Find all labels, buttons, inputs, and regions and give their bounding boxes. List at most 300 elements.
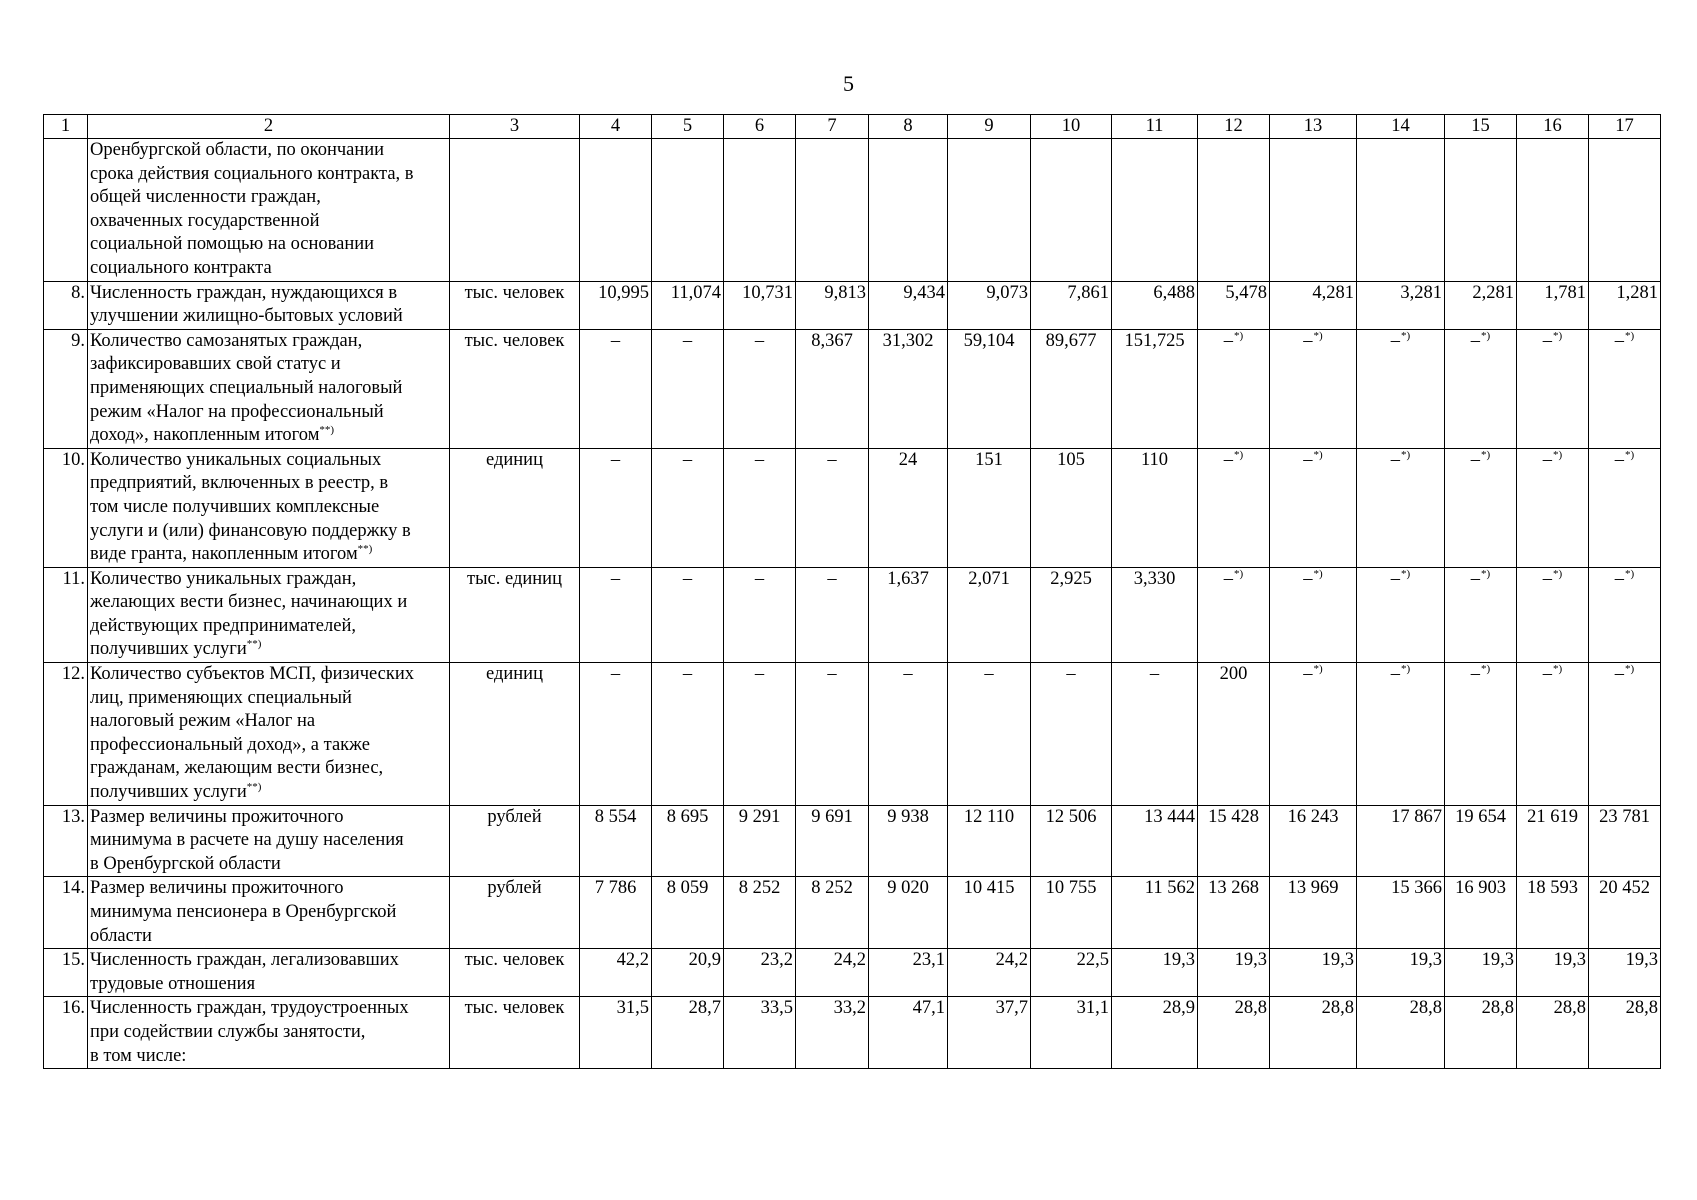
- name-line: [90, 377, 447, 401]
- name-line: [90, 449, 447, 473]
- value-text: 110: [1140, 449, 1169, 470]
- value-text: 19,3: [1162, 950, 1195, 971]
- value-cell: [1589, 139, 1661, 282]
- value-cell: [1589, 877, 1661, 949]
- value-text: –: [754, 568, 765, 589]
- value-text: –: [1390, 568, 1401, 589]
- name-line: общей численности граждан,: [90, 187, 321, 208]
- name-line-text: при содействии службы занятости,: [90, 1021, 366, 1042]
- column-header: 7: [796, 115, 869, 139]
- value-text: 28,8: [1625, 998, 1658, 1019]
- value-cell: [1270, 139, 1357, 282]
- value-footnote-mark: *): [1481, 448, 1491, 461]
- value-cell: [796, 805, 869, 877]
- column-header: 16: [1517, 115, 1589, 139]
- name-line-text: Численность граждан, легализовавших: [90, 950, 399, 971]
- value-cell: [1517, 805, 1589, 877]
- value-text: 19,3: [1481, 950, 1514, 971]
- value-cell: [1031, 139, 1112, 282]
- value-cell: [580, 281, 652, 329]
- value-cell: [948, 805, 1031, 877]
- value-text: –: [1390, 449, 1401, 470]
- value-text: 9,434: [903, 282, 945, 303]
- value-text: –: [1614, 664, 1625, 685]
- value-text: –: [754, 330, 765, 351]
- name-line: охваченных государственной: [90, 210, 320, 231]
- value-text: –: [827, 664, 837, 685]
- column-header: 12: [1198, 115, 1270, 139]
- column-header: 17: [1589, 115, 1661, 139]
- value-text: 1,637: [887, 568, 929, 589]
- value-cell: [1445, 281, 1517, 329]
- value-text: 10,995: [598, 282, 649, 303]
- value-text: 37,7: [995, 998, 1028, 1019]
- value-footnote-mark: *): [1234, 567, 1244, 580]
- value-text: 33,2: [833, 998, 866, 1019]
- name-line-text: том числе получивших комплексные: [90, 496, 380, 517]
- value-cell: [948, 567, 1031, 662]
- value-cell: [1270, 567, 1357, 662]
- value-cell: [1445, 805, 1517, 877]
- name-line: [90, 330, 447, 354]
- value-footnote-mark: *): [1625, 567, 1635, 580]
- value-text: 8 059: [666, 878, 709, 899]
- column-header: 15: [1445, 115, 1517, 139]
- value-cell: [796, 877, 869, 949]
- indicator-name: [88, 877, 450, 949]
- value-cell: [652, 949, 724, 997]
- value-footnote-mark: *): [1481, 663, 1491, 676]
- value-text: 31,5: [616, 998, 649, 1019]
- column-header: 4: [580, 115, 652, 139]
- value-cell: [796, 949, 869, 997]
- value-cell: [1198, 997, 1270, 1069]
- value-text: –: [754, 664, 765, 685]
- column-header: 2: [88, 115, 450, 139]
- value-cell: [580, 949, 652, 997]
- unit-cell: тыс. человек: [450, 329, 580, 448]
- value-cell: [796, 997, 869, 1069]
- value-text: 23,2: [760, 950, 793, 971]
- name-line-text: улучшении жилищно-бытовых условий: [90, 306, 403, 327]
- value-cell: [796, 448, 869, 567]
- value-cell: [1589, 949, 1661, 997]
- row-number: 15.: [44, 949, 88, 997]
- name-line-text: предприятий, включенных в реестр, в: [90, 473, 389, 494]
- value-cell: [724, 663, 796, 806]
- name-line: [90, 305, 447, 329]
- name-line: [90, 520, 447, 544]
- value-cell: [1112, 663, 1198, 806]
- value-text: 24,2: [995, 950, 1028, 971]
- name-line: [90, 997, 447, 1021]
- name-line: [90, 687, 447, 711]
- value-text: 9,073: [986, 282, 1028, 303]
- value-text: –: [1614, 449, 1625, 470]
- value-cell: [1270, 949, 1357, 997]
- value-text: –: [903, 664, 913, 685]
- name-line: [90, 925, 447, 949]
- value-cell: [796, 663, 869, 806]
- column-header: 9: [948, 115, 1031, 139]
- value-cell: [1357, 448, 1445, 567]
- value-text: 8 252: [738, 878, 781, 899]
- value-cell: [948, 949, 1031, 997]
- value-cell: [724, 329, 796, 448]
- value-footnote-mark: *): [1481, 329, 1491, 342]
- value-text: 200: [1219, 664, 1248, 685]
- value-cell: [724, 877, 796, 949]
- value-cell: [869, 139, 948, 282]
- table-row: [44, 329, 1661, 448]
- value-text: 20 452: [1599, 878, 1650, 899]
- footnote-mark: **): [246, 638, 262, 651]
- column-header: 5: [652, 115, 724, 139]
- footnote-mark: **): [246, 781, 262, 794]
- value-text: 9 691: [811, 806, 853, 827]
- value-text: 24,2: [833, 950, 866, 971]
- value-text: –: [1542, 449, 1553, 470]
- value-text: 28,8: [1409, 998, 1442, 1019]
- name-line-text: в Оренбургской области: [90, 853, 281, 874]
- value-text: 89,677: [1045, 330, 1097, 351]
- value-text: –: [984, 664, 994, 685]
- column-header: 8: [869, 115, 948, 139]
- value-cell: [1112, 329, 1198, 448]
- value-text: 31,1: [1076, 998, 1109, 1019]
- value-cell: [1031, 448, 1112, 567]
- value-cell: [1589, 805, 1661, 877]
- value-text: 9,813: [824, 282, 866, 303]
- indicator-name: [88, 448, 450, 567]
- value-cell: [1357, 281, 1445, 329]
- value-text: 23 781: [1599, 806, 1650, 827]
- unit-cell: рублей: [450, 805, 580, 877]
- name-line-text: режим «Налог на профессиональный: [90, 401, 384, 422]
- value-text: 10,731: [742, 282, 793, 303]
- value-footnote-mark: *): [1553, 448, 1563, 461]
- name-line: Оренбургской области, по окончании: [90, 140, 385, 160]
- name-line-text: Количество субъектов МСП, физических: [90, 664, 415, 685]
- value-cell: [1270, 805, 1357, 877]
- indicator-name: [88, 329, 450, 448]
- name-line: [90, 638, 447, 662]
- footnote-mark: **): [319, 424, 335, 437]
- name-line: [90, 781, 447, 805]
- row-number: [44, 139, 88, 282]
- value-cell: [1445, 567, 1517, 662]
- table-row: [44, 281, 1661, 329]
- value-text: 23,1: [912, 950, 945, 971]
- name-line-text: Численность граждан, нуждающихся в: [90, 282, 398, 303]
- value-text: 19,3: [1234, 950, 1267, 971]
- value-footnote-mark: *): [1313, 448, 1323, 461]
- value-cell: [1445, 448, 1517, 567]
- name-line: [90, 901, 447, 925]
- indicator-name: [88, 997, 450, 1069]
- value-text: 2,281: [1472, 282, 1514, 303]
- name-line: [90, 591, 447, 615]
- table-row: [44, 877, 1661, 949]
- value-text: 6,488: [1153, 282, 1195, 303]
- name-line-text: получивших услуги: [90, 782, 247, 803]
- value-cell: [1357, 139, 1445, 282]
- value-text: –: [1066, 664, 1076, 685]
- value-footnote-mark: *): [1625, 663, 1635, 676]
- value-text: 5,478: [1225, 282, 1267, 303]
- value-text: –: [1303, 449, 1313, 470]
- name-line-text: гражданам, желающим вести бизнес,: [90, 758, 384, 779]
- name-line-text: Количество уникальных граждан,: [90, 568, 357, 589]
- value-cell: [1112, 139, 1198, 282]
- name-line: [90, 496, 447, 520]
- column-header: 3: [450, 115, 580, 139]
- row-number: 12.: [44, 663, 88, 806]
- value-cell: [1031, 329, 1112, 448]
- value-cell: [1112, 281, 1198, 329]
- table-row: [44, 663, 1661, 806]
- value-cell: [724, 567, 796, 662]
- value-cell: [1198, 567, 1270, 662]
- column-header: 6: [724, 115, 796, 139]
- name-line-text: доход», накопленным итогом: [90, 425, 320, 446]
- value-text: 19 654: [1455, 806, 1506, 827]
- value-cell: [948, 877, 1031, 949]
- value-cell: [1031, 567, 1112, 662]
- value-text: –: [1614, 330, 1625, 351]
- value-text: –: [610, 330, 621, 351]
- value-cell: [948, 139, 1031, 282]
- value-cell: [652, 997, 724, 1069]
- value-text: 3,281: [1400, 282, 1442, 303]
- value-cell: [580, 567, 652, 662]
- name-line-text: Численность граждан, трудоустроенных: [90, 998, 409, 1019]
- value-cell: [1031, 663, 1112, 806]
- value-text: 10 415: [963, 878, 1015, 899]
- value-text: 19,3: [1553, 950, 1586, 971]
- value-cell: [869, 663, 948, 806]
- value-text: 28,7: [688, 998, 721, 1019]
- value-text: 9 020: [887, 878, 929, 899]
- name-line-text: в том числе:: [90, 1045, 187, 1066]
- value-cell: [652, 329, 724, 448]
- name-line: [90, 615, 447, 639]
- value-text: 47,1: [912, 998, 945, 1019]
- value-cell: [869, 997, 948, 1069]
- value-cell: [796, 281, 869, 329]
- value-text: –: [1303, 330, 1313, 351]
- value-text: –: [610, 568, 621, 589]
- value-text: 12 110: [963, 806, 1015, 827]
- value-footnote-mark: *): [1401, 448, 1411, 461]
- indicator-name: [88, 805, 450, 877]
- value-cell: [1589, 997, 1661, 1069]
- value-text: 28,8: [1553, 998, 1586, 1019]
- value-text: 22,5: [1076, 950, 1109, 971]
- value-footnote-mark: *): [1625, 448, 1635, 461]
- value-cell: [1445, 949, 1517, 997]
- value-text: 4,281: [1312, 282, 1354, 303]
- name-line-text: области: [90, 925, 152, 946]
- value-footnote-mark: *): [1553, 567, 1563, 580]
- indicator-name: [88, 139, 450, 282]
- table-row: [44, 448, 1661, 567]
- value-text: 8 695: [666, 806, 709, 827]
- name-line: [90, 710, 447, 734]
- value-cell: [1031, 997, 1112, 1069]
- column-number-header-row: [44, 115, 1661, 139]
- value-cell: [1357, 997, 1445, 1069]
- name-line: [90, 282, 447, 306]
- value-cell: [1198, 949, 1270, 997]
- name-line: [90, 829, 447, 853]
- value-cell: [1270, 281, 1357, 329]
- value-cell: [869, 448, 948, 567]
- footnote-mark: **): [357, 543, 373, 556]
- value-footnote-mark: *): [1401, 663, 1411, 676]
- value-cell: [1357, 567, 1445, 662]
- table-row: [44, 567, 1661, 662]
- value-cell: [948, 663, 1031, 806]
- row-number: 8.: [44, 281, 88, 329]
- value-text: 151,725: [1124, 330, 1185, 351]
- value-text: –: [1470, 449, 1481, 470]
- value-cell: [869, 567, 948, 662]
- value-cell: [652, 877, 724, 949]
- value-cell: [869, 329, 948, 448]
- value-text: 42,2: [616, 950, 649, 971]
- value-text: –: [610, 664, 621, 685]
- row-number: 10.: [44, 448, 88, 567]
- value-cell: [1445, 329, 1517, 448]
- value-footnote-mark: *): [1313, 567, 1323, 580]
- value-cell: [1445, 663, 1517, 806]
- value-cell: [1112, 997, 1198, 1069]
- value-cell: [724, 805, 796, 877]
- column-header: 1: [44, 115, 88, 139]
- value-text: –: [1223, 330, 1234, 351]
- name-line-text: Количество самозанятых граждан,: [90, 330, 363, 351]
- value-text: 11 562: [1144, 878, 1195, 899]
- column-header: 10: [1031, 115, 1112, 139]
- value-cell: [1445, 139, 1517, 282]
- value-cell: [1357, 949, 1445, 997]
- value-text: 31,302: [882, 330, 934, 351]
- name-line: социального контракта: [90, 257, 272, 278]
- value-cell: [1270, 877, 1357, 949]
- value-text: 20,9: [688, 950, 721, 971]
- value-text: 59,104: [963, 330, 1015, 351]
- value-cell: [1031, 949, 1112, 997]
- value-text: 8 252: [811, 878, 853, 899]
- indicator-name: [88, 567, 450, 662]
- value-footnote-mark: *): [1401, 329, 1411, 342]
- value-cell: [796, 329, 869, 448]
- value-cell: [1198, 448, 1270, 567]
- value-text: 19,3: [1321, 950, 1354, 971]
- value-cell: [1517, 567, 1589, 662]
- name-line: [90, 877, 447, 901]
- name-line-text: виде гранта, накопленным итогом: [90, 544, 358, 565]
- value-footnote-mark: *): [1481, 567, 1491, 580]
- row-number: 14.: [44, 877, 88, 949]
- value-cell: [724, 281, 796, 329]
- value-cell: [1589, 281, 1661, 329]
- row-number: 16.: [44, 997, 88, 1069]
- value-text: 3,330: [1133, 568, 1176, 589]
- value-footnote-mark: *): [1313, 663, 1323, 676]
- value-cell: [796, 139, 869, 282]
- value-text: –: [682, 330, 693, 351]
- value-cell: [1589, 448, 1661, 567]
- indicator-name: [88, 949, 450, 997]
- value-cell: [1517, 997, 1589, 1069]
- value-cell: [796, 567, 869, 662]
- value-text: 2,925: [1050, 568, 1092, 589]
- value-text: 16 903: [1455, 878, 1506, 899]
- value-cell: [1198, 139, 1270, 282]
- value-text: –: [1149, 664, 1160, 685]
- value-cell: [580, 448, 652, 567]
- value-text: –: [1470, 664, 1481, 685]
- value-cell: [1517, 877, 1589, 949]
- value-cell: [1517, 448, 1589, 567]
- value-text: 2,071: [968, 568, 1010, 589]
- unit-cell: тыс. человек: [450, 281, 580, 329]
- value-footnote-mark: *): [1625, 329, 1635, 342]
- value-text: –: [827, 449, 837, 470]
- value-cell: [1112, 567, 1198, 662]
- name-line: социальной помощью на основании: [90, 234, 375, 255]
- value-cell: [580, 139, 652, 282]
- value-cell: [580, 877, 652, 949]
- column-header: 11: [1112, 115, 1198, 139]
- value-footnote-mark: *): [1553, 663, 1563, 676]
- name-line: [90, 973, 447, 997]
- value-text: 28,8: [1321, 998, 1354, 1019]
- value-cell: [1589, 663, 1661, 806]
- value-text: 28,8: [1481, 998, 1514, 1019]
- value-cell: [1589, 329, 1661, 448]
- value-text: 28,9: [1162, 998, 1195, 1019]
- value-cell: [1445, 877, 1517, 949]
- value-cell: [724, 997, 796, 1069]
- value-cell: [948, 329, 1031, 448]
- value-cell: [1357, 805, 1445, 877]
- value-cell: [869, 949, 948, 997]
- unit-cell: тыс. единиц: [450, 567, 580, 662]
- name-line: [90, 424, 447, 448]
- value-text: 11,074: [670, 282, 721, 303]
- value-text: 21 619: [1527, 806, 1578, 827]
- unit-cell: единиц: [450, 448, 580, 567]
- value-cell: [1031, 805, 1112, 877]
- value-text: 18 593: [1527, 878, 1578, 899]
- value-cell: [1270, 448, 1357, 567]
- table-row: [44, 949, 1661, 997]
- value-text: 17 867: [1391, 806, 1442, 827]
- value-cell: [1270, 663, 1357, 806]
- name-line: [90, 734, 447, 758]
- unit-cell: тыс. человек: [450, 949, 580, 997]
- name-line-text: профессиональный доход», а также: [90, 734, 370, 755]
- value-cell: [1198, 281, 1270, 329]
- value-text: –: [1390, 330, 1401, 351]
- table-row: [44, 997, 1661, 1069]
- value-text: –: [1303, 568, 1313, 589]
- value-footnote-mark: *): [1313, 329, 1323, 342]
- name-line: [90, 663, 447, 687]
